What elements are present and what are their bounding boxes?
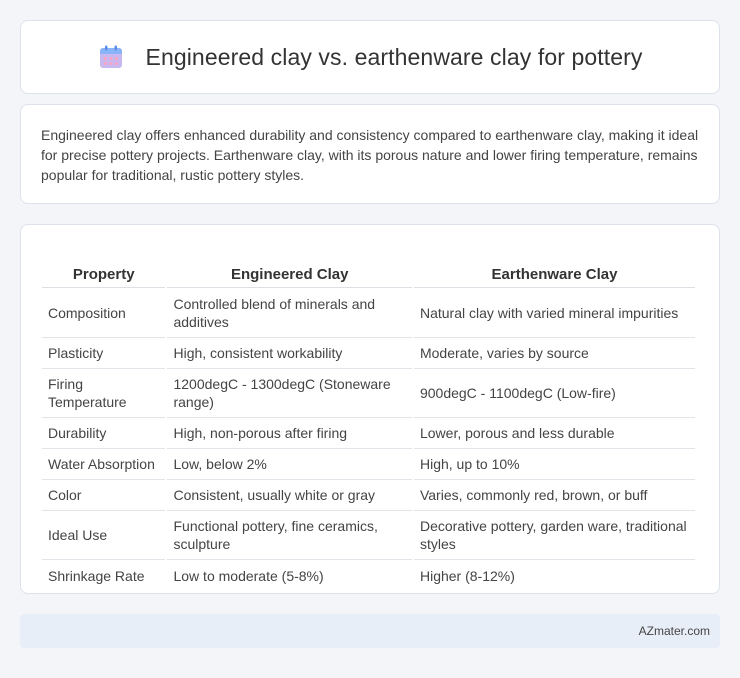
table-cell: Functional pottery, fine ceramics, sculpture xyxy=(167,511,411,560)
page-title: Engineered clay vs. earthenware clay for pottery xyxy=(145,43,643,70)
table-row xyxy=(42,338,695,369)
table-cell: Composition xyxy=(42,288,165,338)
table-row xyxy=(42,369,695,418)
comparison-table xyxy=(40,245,697,592)
table-cell: Consistent, usually white or gray xyxy=(167,480,411,511)
table-cell: Water Absorption xyxy=(42,449,165,480)
table-cell: Higher (8-12%) xyxy=(419,568,515,584)
summary-text: Engineered clay offers enhanced durability and consistency compared to earthenware clay, making it ideal for precise pottery projects. Earthenware clay, with its porous nature and lower firing temperature, remains popular for traditional, rustic pottery styles. xyxy=(41,127,699,183)
footer xyxy=(20,614,720,648)
calendar-icon xyxy=(98,44,124,70)
comparison-table-card xyxy=(20,224,720,594)
table-cell: Firing Temperature xyxy=(42,369,165,418)
table-cell: Controlled blend of minerals and additives xyxy=(167,288,411,338)
title-card xyxy=(20,20,720,94)
table-cell: Moderate, varies by source xyxy=(414,338,695,369)
table-row xyxy=(42,288,695,338)
table-cell: Plasticity xyxy=(42,338,165,369)
table-cell: Durability xyxy=(42,418,165,449)
column-header: Property xyxy=(42,245,165,288)
table-cell: Shrinkage Rate xyxy=(48,568,145,584)
table-row xyxy=(42,418,695,449)
table-row xyxy=(42,511,695,560)
table-row xyxy=(42,560,695,592)
table-cell: Natural clay with varied mineral impurities xyxy=(414,288,695,338)
table-cell: High, consistent workability xyxy=(167,338,411,369)
table-cell: Lower, porous and less durable xyxy=(414,418,695,449)
summary-card xyxy=(20,104,720,204)
column-header: Earthenware Clay xyxy=(414,245,695,288)
table-cell: High, up to 10% xyxy=(414,449,695,480)
table-cell: Ideal Use xyxy=(42,511,165,560)
table-cell: Decorative pottery, garden ware, traditional styles xyxy=(414,511,695,560)
table-cell: Varies, commonly red, brown, or buff xyxy=(414,480,695,511)
footer-site-link[interactable]: AZmater.com xyxy=(638,624,710,638)
table-row xyxy=(42,449,695,480)
table-cell: 1200degC - 1300degC (Stoneware range) xyxy=(167,369,411,418)
table-cell: Color xyxy=(42,480,165,511)
table-cell: Low, below 2% xyxy=(167,449,411,480)
table-cell: 900degC - 1100degC (Low-fire) xyxy=(414,369,695,418)
table-row xyxy=(42,480,695,511)
table-cell: Low to moderate (5-8%) xyxy=(173,568,324,584)
column-header: Engineered Clay xyxy=(167,245,411,288)
table-header-row xyxy=(42,245,695,288)
table-cell: High, non-porous after firing xyxy=(167,418,411,449)
